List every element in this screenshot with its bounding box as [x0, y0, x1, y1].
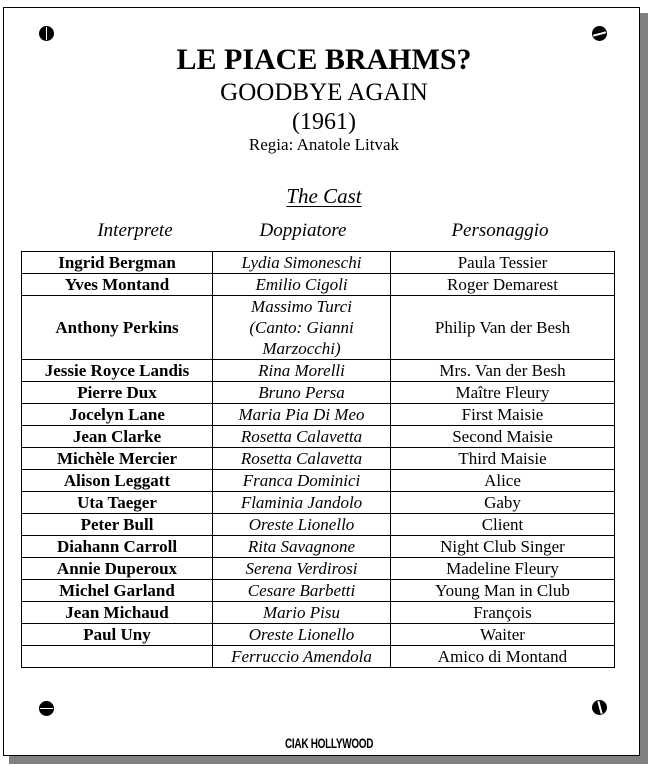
cast-heading: [0, 183, 648, 209]
dubber-cell: Mario Pisu: [213, 602, 391, 624]
table-row: [22, 448, 615, 470]
actor-cell: Yves Montand: [22, 274, 213, 296]
table-row: [22, 296, 615, 360]
actor-cell: Ingrid Bergman: [22, 252, 213, 274]
dubber-cell: Rosetta Calavetta: [213, 448, 391, 470]
character-cell: Gaby: [391, 492, 615, 514]
dubber-cell: Oreste Lionello: [213, 514, 391, 536]
screw-icon-bottom-left: [39, 701, 54, 716]
dubber-cell: Bruno Persa: [213, 382, 391, 404]
dubber-cell: Flaminia Jandolo: [213, 492, 391, 514]
dubber-cell: Serena Verdirosi: [213, 558, 391, 580]
actor-cell: Jocelyn Lane: [22, 404, 213, 426]
cast-table: [21, 251, 615, 668]
column-header-doppiatore: Doppiatore: [259, 220, 347, 241]
cast-heading-text: The Cast: [286, 184, 362, 208]
actor-cell: Anthony Perkins: [22, 296, 213, 360]
table-row: [22, 492, 615, 514]
actor-cell: Pierre Dux: [22, 382, 213, 404]
actor-cell: Peter Bull: [22, 514, 213, 536]
dubber-cell: Rita Savagnone: [213, 536, 391, 558]
table-row: [22, 536, 615, 558]
original-title: GOODBYE AGAIN: [220, 79, 428, 106]
actor-cell: Jessie Royce Landis: [22, 360, 213, 382]
table-row: [22, 274, 615, 296]
character-cell: Mrs. Van der Besh: [391, 360, 615, 382]
character-cell: Young Man in Club: [391, 580, 615, 602]
screw-icon-top-left: [39, 26, 54, 41]
character-cell: Roger Demarest: [391, 274, 615, 296]
table-row: [22, 382, 615, 404]
table-row: [22, 624, 615, 646]
dubber-cell: Lydia Simoneschi: [213, 252, 391, 274]
actor-cell: [22, 646, 213, 668]
table-row: [22, 646, 615, 668]
actor-cell: Jean Michaud: [22, 602, 213, 624]
dubber-cell: Rosetta Calavetta: [213, 426, 391, 448]
dubber-cell: Rina Morelli: [213, 360, 391, 382]
screw-icon-top-right: [592, 26, 607, 41]
table-row: [22, 514, 615, 536]
character-cell: Waiter: [391, 624, 615, 646]
actor-cell: Michel Garland: [22, 580, 213, 602]
table-row: [22, 360, 615, 382]
table-row: [22, 252, 615, 274]
table-row: [22, 558, 615, 580]
character-cell: Philip Van der Besh: [391, 296, 615, 360]
dubber-cell: Franca Dominici: [213, 470, 391, 492]
dubber-cell: Massimo Turci (Canto: Gianni Marzocchi): [213, 296, 391, 360]
table-row: [22, 602, 615, 624]
character-cell: Night Club Singer: [391, 536, 615, 558]
character-cell: François: [391, 602, 615, 624]
dubber-cell: Maria Pia Di Meo: [213, 404, 391, 426]
character-cell: Madeline Fleury: [391, 558, 615, 580]
movie-title: LE PIACE BRAHMS?: [176, 43, 472, 76]
screw-icon-bottom-right: [592, 700, 607, 715]
character-cell: Alice: [391, 470, 615, 492]
character-cell: Client: [391, 514, 615, 536]
dubber-cell: Emilio Cigoli: [213, 274, 391, 296]
column-header-personaggio: Personaggio: [451, 220, 549, 241]
actor-cell: Michèle Mercier: [22, 448, 213, 470]
table-row: [22, 404, 615, 426]
table-row: [22, 426, 615, 448]
character-cell: Maître Fleury: [391, 382, 615, 404]
actor-cell: Uta Taeger: [22, 492, 213, 514]
actor-cell: Jean Clarke: [22, 426, 213, 448]
dubber-cell: Oreste Lionello: [213, 624, 391, 646]
character-cell: First Maisie: [391, 404, 615, 426]
character-cell: Third Maisie: [391, 448, 615, 470]
character-cell: Amico di Montand: [391, 646, 615, 668]
character-cell: Second Maisie: [391, 426, 615, 448]
table-row: [22, 580, 615, 602]
dubber-cell: Ferruccio Amendola: [213, 646, 391, 668]
release-year: (1961): [292, 109, 356, 135]
character-cell: Paula Tessier: [391, 252, 615, 274]
actor-cell: Annie Duperoux: [22, 558, 213, 580]
actor-cell: Alison Leggatt: [22, 470, 213, 492]
actor-cell: Paul Uny: [22, 624, 213, 646]
column-header-interprete: Interprete: [97, 220, 173, 241]
actor-cell: Diahann Carroll: [22, 536, 213, 558]
table-row: [22, 470, 615, 492]
director: Regia: Anatole Litvak: [248, 135, 400, 154]
dubber-cell: Cesare Barbetti: [213, 580, 391, 602]
ciak-hollywood-logo: CIAK HOLLYWOOD: [285, 737, 374, 752]
